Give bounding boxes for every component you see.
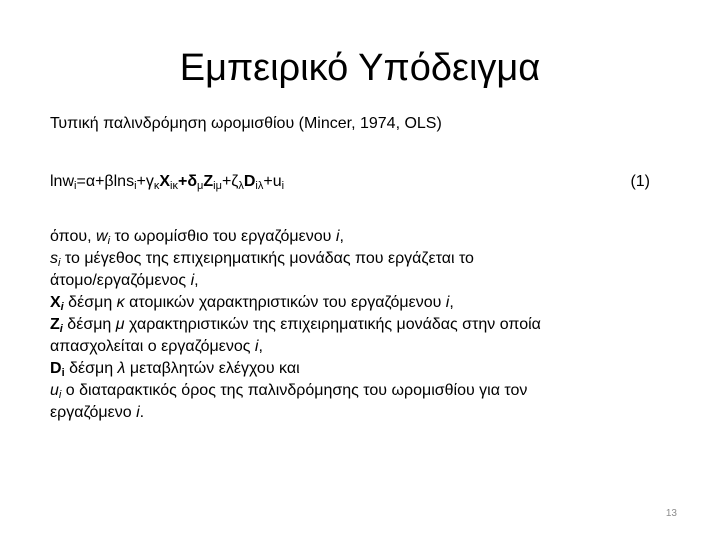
eq-subscript: iλ: [255, 180, 264, 192]
definition-z: [50, 314, 650, 336]
def-text: .: [139, 404, 145, 421]
def-symbol: X: [50, 294, 61, 311]
eq-part: +γ: [136, 173, 154, 190]
def-symbol: u: [50, 382, 59, 399]
slide-subtitle: Τυπική παλινδρόμηση ωρομισθίου (Mincer, 1974, OLS): [50, 115, 442, 132]
def-variable: μ: [115, 316, 125, 333]
def-text: ,: [449, 294, 454, 311]
eq-part: +δ: [177, 173, 198, 190]
page-number: 13: [665, 508, 677, 519]
def-text: δέσμη: [62, 316, 116, 333]
def-text: όπου,: [50, 228, 97, 245]
def-variable: i: [445, 294, 450, 311]
def-symbol: Z: [50, 316, 60, 333]
def-text: δέσμη: [64, 360, 118, 377]
definition-u-cont: [50, 402, 650, 424]
eq-part: D: [243, 173, 256, 190]
variable-definitions: [50, 226, 650, 424]
def-variable: i: [190, 272, 195, 289]
eq-subscript: i: [134, 180, 137, 192]
definition-x: [50, 292, 650, 314]
def-text: άτομο/εργαζόμενος: [50, 272, 191, 289]
def-text: ατομικών χαρακτηριστικών του εργαζόμενου: [124, 294, 446, 311]
def-text: χαρακτηριστικών της επιχειρηματικής μονάδας στην οποία: [124, 316, 541, 333]
definition-d: [50, 358, 650, 380]
definition-s: [50, 248, 650, 270]
def-variable: i: [335, 228, 340, 245]
def-variable: λ: [117, 360, 126, 377]
def-subscript: i: [59, 323, 63, 335]
def-subscript: i: [58, 389, 62, 401]
def-text: μεταβλητών ελέγχου και: [125, 360, 300, 377]
def-text: ,: [339, 228, 344, 245]
definition-u: [50, 380, 650, 402]
eq-subscript: iμ: [213, 180, 222, 192]
eq-part: =α+βlns: [76, 173, 135, 190]
eq-part: lnw: [50, 173, 75, 190]
def-text: απασχολείται ο εργαζόμενος: [50, 338, 255, 355]
eq-subscript: κ: [153, 180, 160, 192]
def-text: το ωρομίσθιο του εργαζόμενου: [110, 228, 336, 245]
def-subscript: i: [58, 257, 61, 269]
def-symbol: s: [50, 250, 58, 267]
regression-equation: [50, 170, 650, 194]
definition-z-cont: [50, 336, 650, 358]
definition-w: [50, 226, 650, 248]
eq-part: +ζ: [221, 173, 239, 190]
def-text: ο διαταρακτικός όρος της παλινδρόμησης του ωρομισθίου για τον: [61, 382, 528, 399]
def-text: εργαζόμενο: [50, 404, 137, 421]
def-text: δέσμη: [63, 294, 117, 311]
def-symbol: w: [96, 228, 108, 245]
def-text: ,: [258, 338, 263, 355]
equation-number: (1): [630, 173, 650, 190]
eq-part: Z: [203, 173, 214, 190]
definition-s-cont: [50, 270, 650, 292]
equation-formula: [50, 173, 284, 190]
eq-subscript: iκ: [170, 180, 178, 192]
slide-title: Εμπειρικό Υπόδειγμα: [179, 47, 541, 89]
eq-subscript: i: [281, 180, 285, 192]
eq-part: +u: [263, 173, 282, 190]
eq-subscript: λ: [238, 180, 244, 192]
eq-subscript: i: [74, 180, 77, 192]
def-subscript: i: [107, 235, 111, 247]
eq-subscript: μ: [197, 180, 204, 192]
def-text: ,: [194, 272, 199, 289]
eq-part: X: [159, 173, 171, 190]
def-text: το μέγεθος της επιχειρηματικής μονάδας που εργάζεται το: [60, 250, 474, 267]
def-subscript: i: [60, 301, 64, 313]
def-variable: i: [136, 404, 140, 421]
def-symbol: D: [50, 360, 62, 377]
def-subscript: i: [61, 367, 65, 379]
def-variable: i: [254, 338, 259, 355]
def-variable: κ: [116, 294, 125, 311]
